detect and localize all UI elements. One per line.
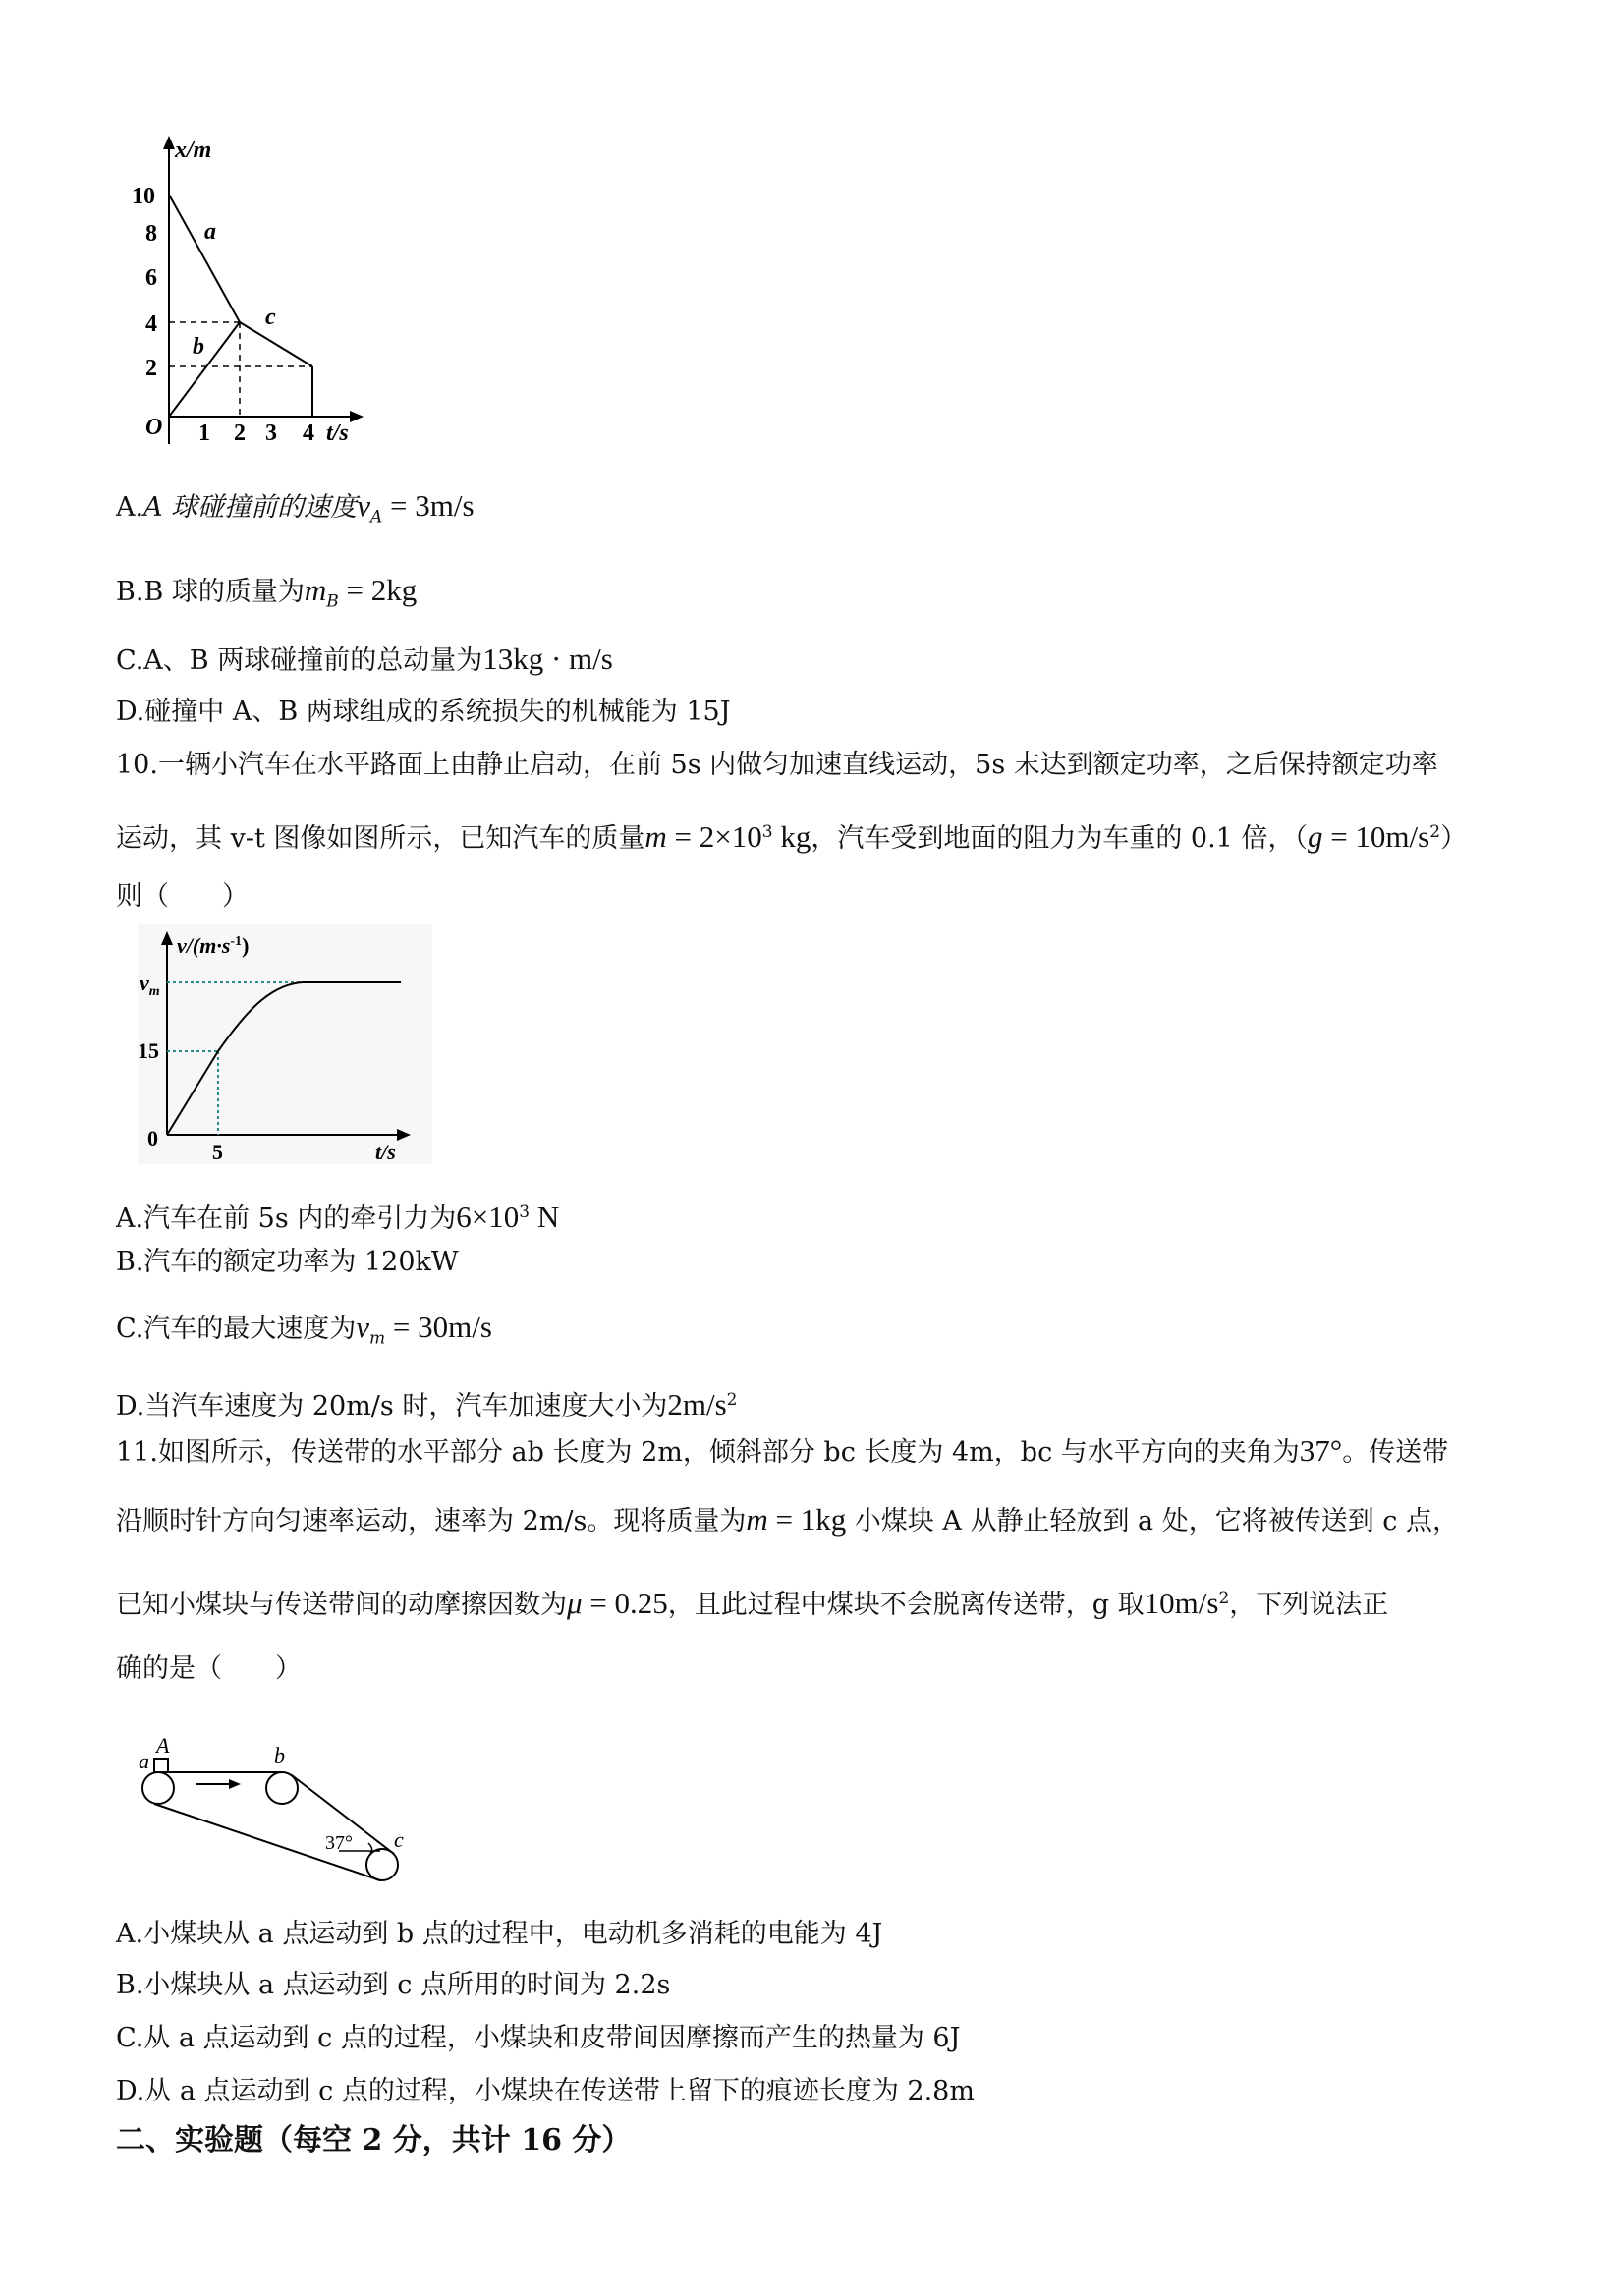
line-b	[169, 322, 240, 417]
q9-a-value: = 3m/s	[382, 488, 475, 523]
label-b: b	[193, 334, 204, 360]
y-tick-8: 8	[145, 221, 157, 247]
origin-label: O	[145, 415, 163, 440]
y-axis-label: $v/(m\cdot s^{-1})$	[177, 933, 250, 958]
y-axis-label: x/m	[175, 138, 212, 163]
label-c: c	[394, 1827, 404, 1852]
y-axis-arrow	[163, 136, 175, 149]
q9-c-prefix: C.	[116, 645, 144, 676]
q10-line1: 10.一辆小汽车在水平路面上由静止启动，在前 5s 内做匀加速直线运动，5s 末达到额定功率，之后保持额定功率	[116, 750, 1438, 780]
xt-graph	[118, 128, 373, 452]
q10-line3: 则（ ）	[116, 881, 249, 912]
q9-option-b	[116, 574, 417, 618]
x-axis-label: t/s	[326, 420, 349, 446]
q9-b-formula: m	[304, 573, 327, 607]
q10-d-value: 2m/s	[667, 1387, 727, 1422]
q10-c-text: C.汽车的最大速度为	[116, 1314, 357, 1344]
q9-c-value: 13kg · m/s	[482, 642, 613, 676]
x-tick-1: 1	[198, 420, 210, 446]
q11-mass-symbol: m	[746, 1502, 768, 1537]
q10-c-value: = 30m/s	[385, 1310, 492, 1344]
direction-arrow-head	[229, 1779, 241, 1789]
q11-g-value: 10m/s	[1144, 1586, 1219, 1620]
x-tick-2: 2	[234, 420, 246, 446]
q9-a-prefix: A.	[116, 492, 144, 523]
q10-c-sub: m	[369, 1328, 386, 1349]
q10-option-c	[116, 1311, 492, 1355]
q10-mass-value: = 2×10	[666, 819, 762, 854]
q11-line3-b: ，且此过程中煤块不会脱离传送带，g 取	[667, 1590, 1145, 1620]
y-tick-2: 2	[145, 356, 157, 381]
q9-option-d: D.碰撞中 A、B 两球组成的系统损失的机械能为 15J	[116, 697, 731, 727]
tick-15: 15	[138, 1038, 159, 1063]
q11-angle: 37°	[1299, 1433, 1343, 1468]
q11-line2-a: 沿顺时针方向匀速率运动，速率为 2m/s。现将质量为	[116, 1506, 747, 1537]
q10-option-a	[116, 1196, 559, 1236]
q11-option-d: D.从 a 点运动到 c 点的过程，小煤块在传送带上留下的痕迹长度为 2.8m	[116, 2076, 975, 2106]
q9-c-text: A、B 两球碰撞前的总动量为	[143, 645, 483, 676]
label-a: a	[204, 219, 216, 245]
q10-option-b: B.汽车的额定功率为 120kW	[116, 1247, 459, 1277]
q10-line2	[116, 815, 1467, 856]
q9-b-sub: B	[326, 591, 339, 612]
q11-line2	[116, 1503, 1459, 1539]
q11-line1-end: 。传送带	[1342, 1437, 1449, 1468]
q9-b-value: = 2kg	[338, 573, 418, 607]
q11-g-exp: 2	[1218, 1589, 1230, 1608]
q10-mass-unit: kg	[772, 819, 812, 854]
q11-option-b: B.小煤块从 a 点运动到 c 点所用的时间为 2.2s	[116, 1970, 671, 2000]
q11-line1-text: 11.如图所示，传送带的水平部分 ab 长度为 2m，倾斜部分 bc 长度为 4m，bc 与水平方向的夹角为	[116, 1437, 1300, 1468]
q9-a-sub: A	[369, 507, 383, 528]
q10-mass-symbol: m	[644, 819, 667, 854]
q10-g-value: = 10m/s	[1322, 819, 1430, 854]
label-c: c	[265, 305, 276, 330]
q9-b-prefix: B.	[116, 577, 144, 607]
label-a: a	[139, 1749, 149, 1773]
q11-line3	[116, 1582, 1388, 1622]
line-a	[169, 195, 240, 322]
q9-option-a	[116, 489, 475, 533]
x-axis-arrow	[350, 411, 364, 422]
q10-line2-c: ）	[1440, 823, 1468, 854]
q11-line4: 确的是（ ）	[116, 1653, 302, 1684]
q10-g-symbol: g	[1307, 819, 1323, 854]
q10-g-exp: 2	[1429, 822, 1441, 842]
vt-graph	[138, 924, 432, 1164]
q10-line2-b: ，汽车受到地面的阻力为车重的 0.1 倍，（	[811, 823, 1308, 854]
x-tick-4: 4	[303, 420, 314, 446]
x-axis-label: t/s	[375, 1140, 396, 1164]
y-tick-6: 6	[145, 265, 157, 291]
q10-c-formula: v	[356, 1310, 370, 1344]
q11-option-c: C.从 a 点运动到 c 点的过程，小煤块和皮带间因摩擦而产生的热量为 6J	[116, 2023, 961, 2053]
q9-option-c	[116, 643, 613, 678]
vm-label: $v_m$	[140, 971, 160, 999]
q10-mass-exp: 3	[761, 822, 773, 842]
conveyor-belt-diagram	[133, 1727, 418, 1894]
tick-5: 5	[212, 1140, 223, 1164]
roller-a	[142, 1772, 174, 1804]
q10-d-exp: 2	[726, 1390, 738, 1410]
q10-a-exp: 3	[519, 1203, 531, 1222]
q11-line3-a: 已知小煤块与传送带间的动摩擦因数为	[116, 1590, 567, 1620]
q10-d-text: D.当汽车速度为 20m/s 时，汽车加速度大小为	[116, 1391, 668, 1422]
label-b: b	[274, 1743, 285, 1767]
q11-line2-b: 小煤块 A 从静止轻放到 a 处，它将被传送到 c 点，	[846, 1506, 1459, 1537]
line-c	[240, 322, 312, 366]
q9-a-formula: v	[357, 488, 370, 523]
y-tick-4: 4	[145, 311, 157, 337]
q11-mu-symbol: μ	[567, 1586, 583, 1620]
y-tick-10: 10	[132, 184, 155, 209]
q9-a-text: A 球碰撞前的速度	[143, 492, 358, 523]
q11-line3-c: ，下列说法正	[1229, 1590, 1389, 1620]
q9-b-text: B 球的质量为	[143, 577, 305, 607]
q10-a-unit: N	[530, 1200, 560, 1234]
q11-mu-value: = 0.25	[582, 1586, 668, 1620]
label-angle: 37°	[325, 1832, 353, 1854]
x-tick-3: 3	[265, 420, 277, 446]
label-A: A	[156, 1733, 170, 1758]
block-A	[154, 1759, 168, 1772]
q11-option-a: A.小煤块从 a 点运动到 b 点的过程中，电动机多消耗的电能为 4J	[116, 1919, 883, 1949]
q11-line1	[116, 1434, 1448, 1470]
q10-line2-a: 运动，其 v-t 图像如图所示，已知汽车的质量	[116, 823, 645, 854]
q10-a-value: 6×10	[456, 1200, 520, 1234]
section-heading: 二、实验题（每空 2 分，共计 16 分）	[116, 2123, 632, 2157]
q10-option-d	[116, 1383, 737, 1424]
origin-label: 0	[147, 1126, 158, 1150]
q10-a-text: A.汽车在前 5s 内的牵引力为	[116, 1204, 457, 1234]
q11-mass-value: = 1kg	[767, 1502, 847, 1537]
